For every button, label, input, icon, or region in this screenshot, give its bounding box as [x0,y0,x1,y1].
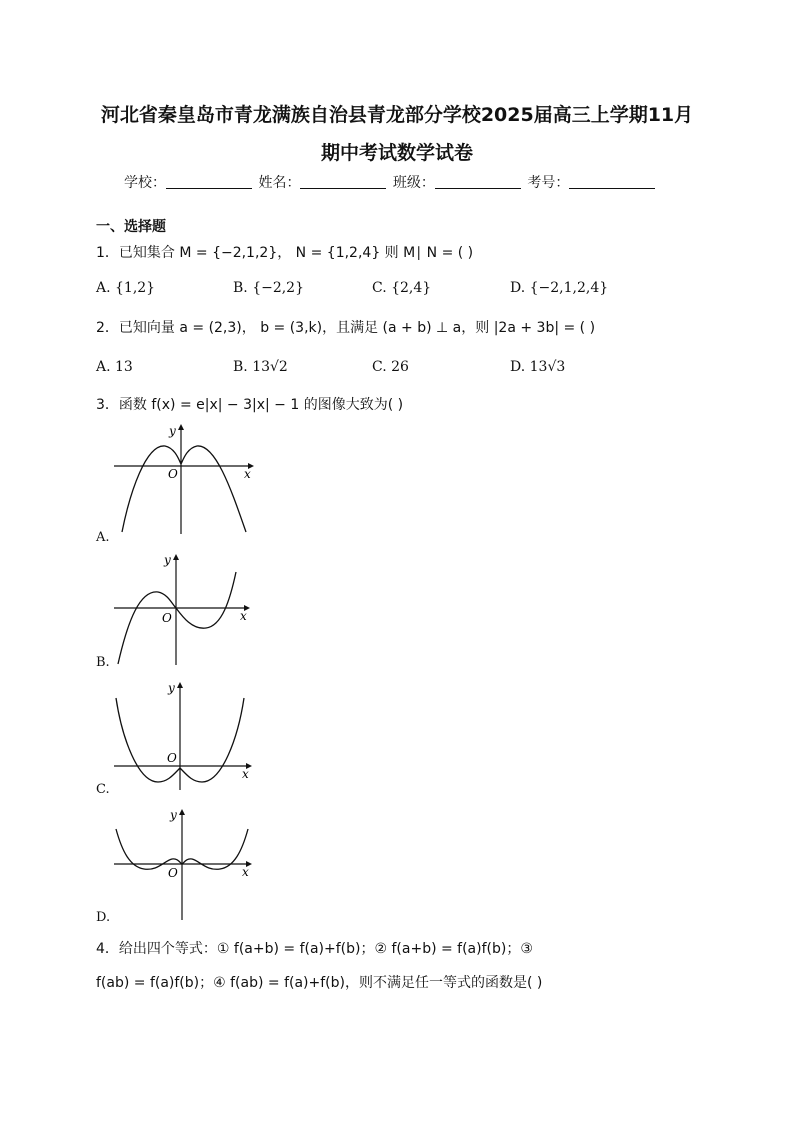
class-label: 班级： [392,175,435,191]
graph-c-origin-label: O [167,751,177,765]
graph-d-label: D. [96,910,111,925]
question-2-option-a: A. 13 [96,359,133,375]
number-blank [569,174,655,189]
student-info [124,172,657,192]
graph-c-label: C. [96,782,110,797]
graph-d-origin-label: O [168,866,178,880]
name-blank [300,174,386,189]
graph-c-y-label: y [168,681,175,695]
question-2-option-c: C. 26 [372,359,409,375]
graph-d [108,805,258,920]
name-label: 姓名： [258,175,301,191]
graph-b-y-arrow [173,554,179,560]
school-blank [166,174,252,189]
graph-d-y-arrow [179,809,185,815]
graph-d-y-label: y [170,808,177,822]
graph-a-curve [122,446,246,532]
class-blank [435,174,521,189]
graph-b-curve [118,572,236,664]
graph-b-x-label: x [240,609,247,623]
graph-d-x-label: x [242,865,249,879]
graph-b [108,550,258,665]
page-title-line-1: 河北省秦皇岛市青龙满族自治县青龙部分学校2025届高三上学期11月 [100,104,694,126]
question-3-stem: 3．函数 f(x) = e|x| − 3|x| − 1 的图像大致为( ) [96,397,404,413]
graph-b-label: B. [96,655,110,670]
graph-a-origin-label: O [168,467,178,481]
graph-b-y-label: y [164,553,171,567]
graph-a-y-label: y [169,424,176,438]
graph-a-y-arrow [178,424,184,430]
question-1-option-c: C. {2,4} [372,280,432,296]
graph-a-label: A. [96,530,110,545]
graph-c [108,678,258,790]
question-4-line-1: 4．给出四个等式：① f(a+b) = f(a)+f(b)；② f(a+b) = f(a)f(b)；③ [96,941,533,957]
number-label: 考号： [527,175,570,191]
question-4-line-2: f(ab) = f(a)f(b)；④ f(ab) = f(a)+f(b)，则不满足任一等式的函数是( ) [96,975,543,991]
question-1-stem: 1．已知集合 M = {−2,1,2}， N = {1,2,4} 则 M∣ N = ( ) [96,245,474,261]
question-1-option-b: B. {−2,2} [233,280,304,296]
question-1-option-a: A. {1,2} [96,280,156,296]
question-2-stem: 2．已知向量 a = (2,3)， b = (3,k)，且满足 (a + b) ⊥ a，则 |2a + 3b| = ( ) [96,320,596,336]
graph-a [108,422,258,534]
section-heading: 一、选择题 [96,219,166,235]
graph-c-y-arrow [177,682,183,688]
school-label: 学校： [124,175,166,191]
question-1-option-d: D. {−2,1,2,4} [510,280,609,296]
graph-b-origin-label: O [162,611,172,625]
graph-c-x-label: x [242,767,249,781]
graph-a-x-label: x [244,467,251,481]
question-2-option-b: B. 13√2 [233,359,288,375]
page-title-line-2: 期中考试数学试卷 [320,142,473,164]
question-2-option-d: D. 13√3 [510,359,566,375]
